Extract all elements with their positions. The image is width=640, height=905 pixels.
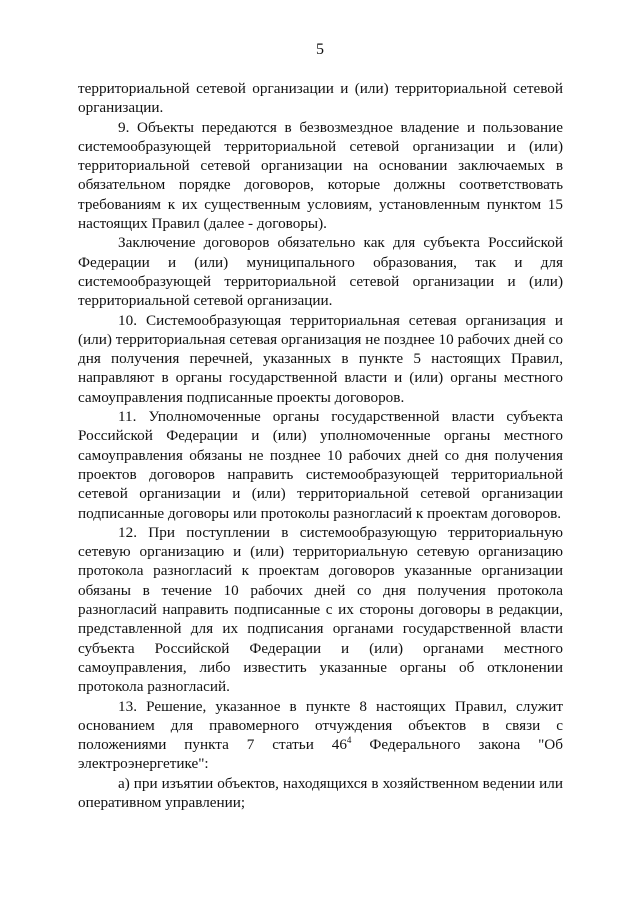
paragraph-13 (78, 697, 563, 774)
paragraph-13-text-end: Федерального закона "Об электроэнергетике": (78, 736, 563, 773)
paragraph-13-item-a: а) при изъятии объектов, находящихся в хозяйственном ведении или оперативном управлении; (78, 774, 563, 811)
paragraph-11: 11. Уполномоченные органы государственной власти субъекта Российской Федерации и (или) уполномоченные органы местного самоуправления обязаны не позднее 10 рабочих дней со дня получения проектов договоров направить системообразующей территориальной сетевой организации и (или) территориальной сетевой организации подписанные договоры или протоколы разногласий к проектам договоров. (78, 408, 563, 522)
article-superscript: 4 (346, 735, 352, 746)
document-body (78, 79, 563, 812)
paragraph-9: 9. Объекты передаются в безвозмездное владение и пользование системообразующей территориальной сетевой организации и (или) территориальной сетевой организации на основании заключаемых в обязательном порядке договоров, которые должны соответствовать требованиям к их существенным условиям, установленным пунктом 15 настоящих Правил (далее - договоры). (78, 118, 563, 233)
paragraph-10: 10. Системообразующая территориальная сетевая организация и (или) территориальная сетевая организация не позднее 10 рабочих дней со дня получения перечней, указанных в пункте 5 настоящих Правил, направляют в органы государственной власти и (или) органы местного самоуправления подписанные проекты договоров. (78, 311, 563, 406)
paragraph-continuation: территориальной сетевой организации и (или) территориальной сетевой организации. (78, 80, 563, 117)
paragraph-9-contract-requirement: Заключение договоров обязательно как для субъекта Российской Федерации и (или) муниципального образования, так и для системообразующей территориальной сетевой организации и (или) территориальной сетевой организации. (78, 234, 563, 310)
paragraph-12: 12. При поступлении в системообразующую территориальную сетевую организацию и (или) территориальную сетевую организацию протокола разногласий к проектам договоров указанные организации обязаны в течение 10 рабочих дней со дня получения протокола разногласий направить подписанные с их стороны договоры в редакции, представленной для их подписания органами государственной власти субъекта Российской Федерации и (или) органами местного самоуправления, либо известить указанные органы об отклонении протокола разногласий. (78, 523, 563, 696)
paragraph-13-text-start: 13. Решение, указанное в пункте 8 настоящих Правил, служит основанием для правомерного отчуждения объектов в связи с положениями пункта 7 статьи 46 (78, 697, 563, 754)
page-number: 5 (316, 41, 324, 58)
